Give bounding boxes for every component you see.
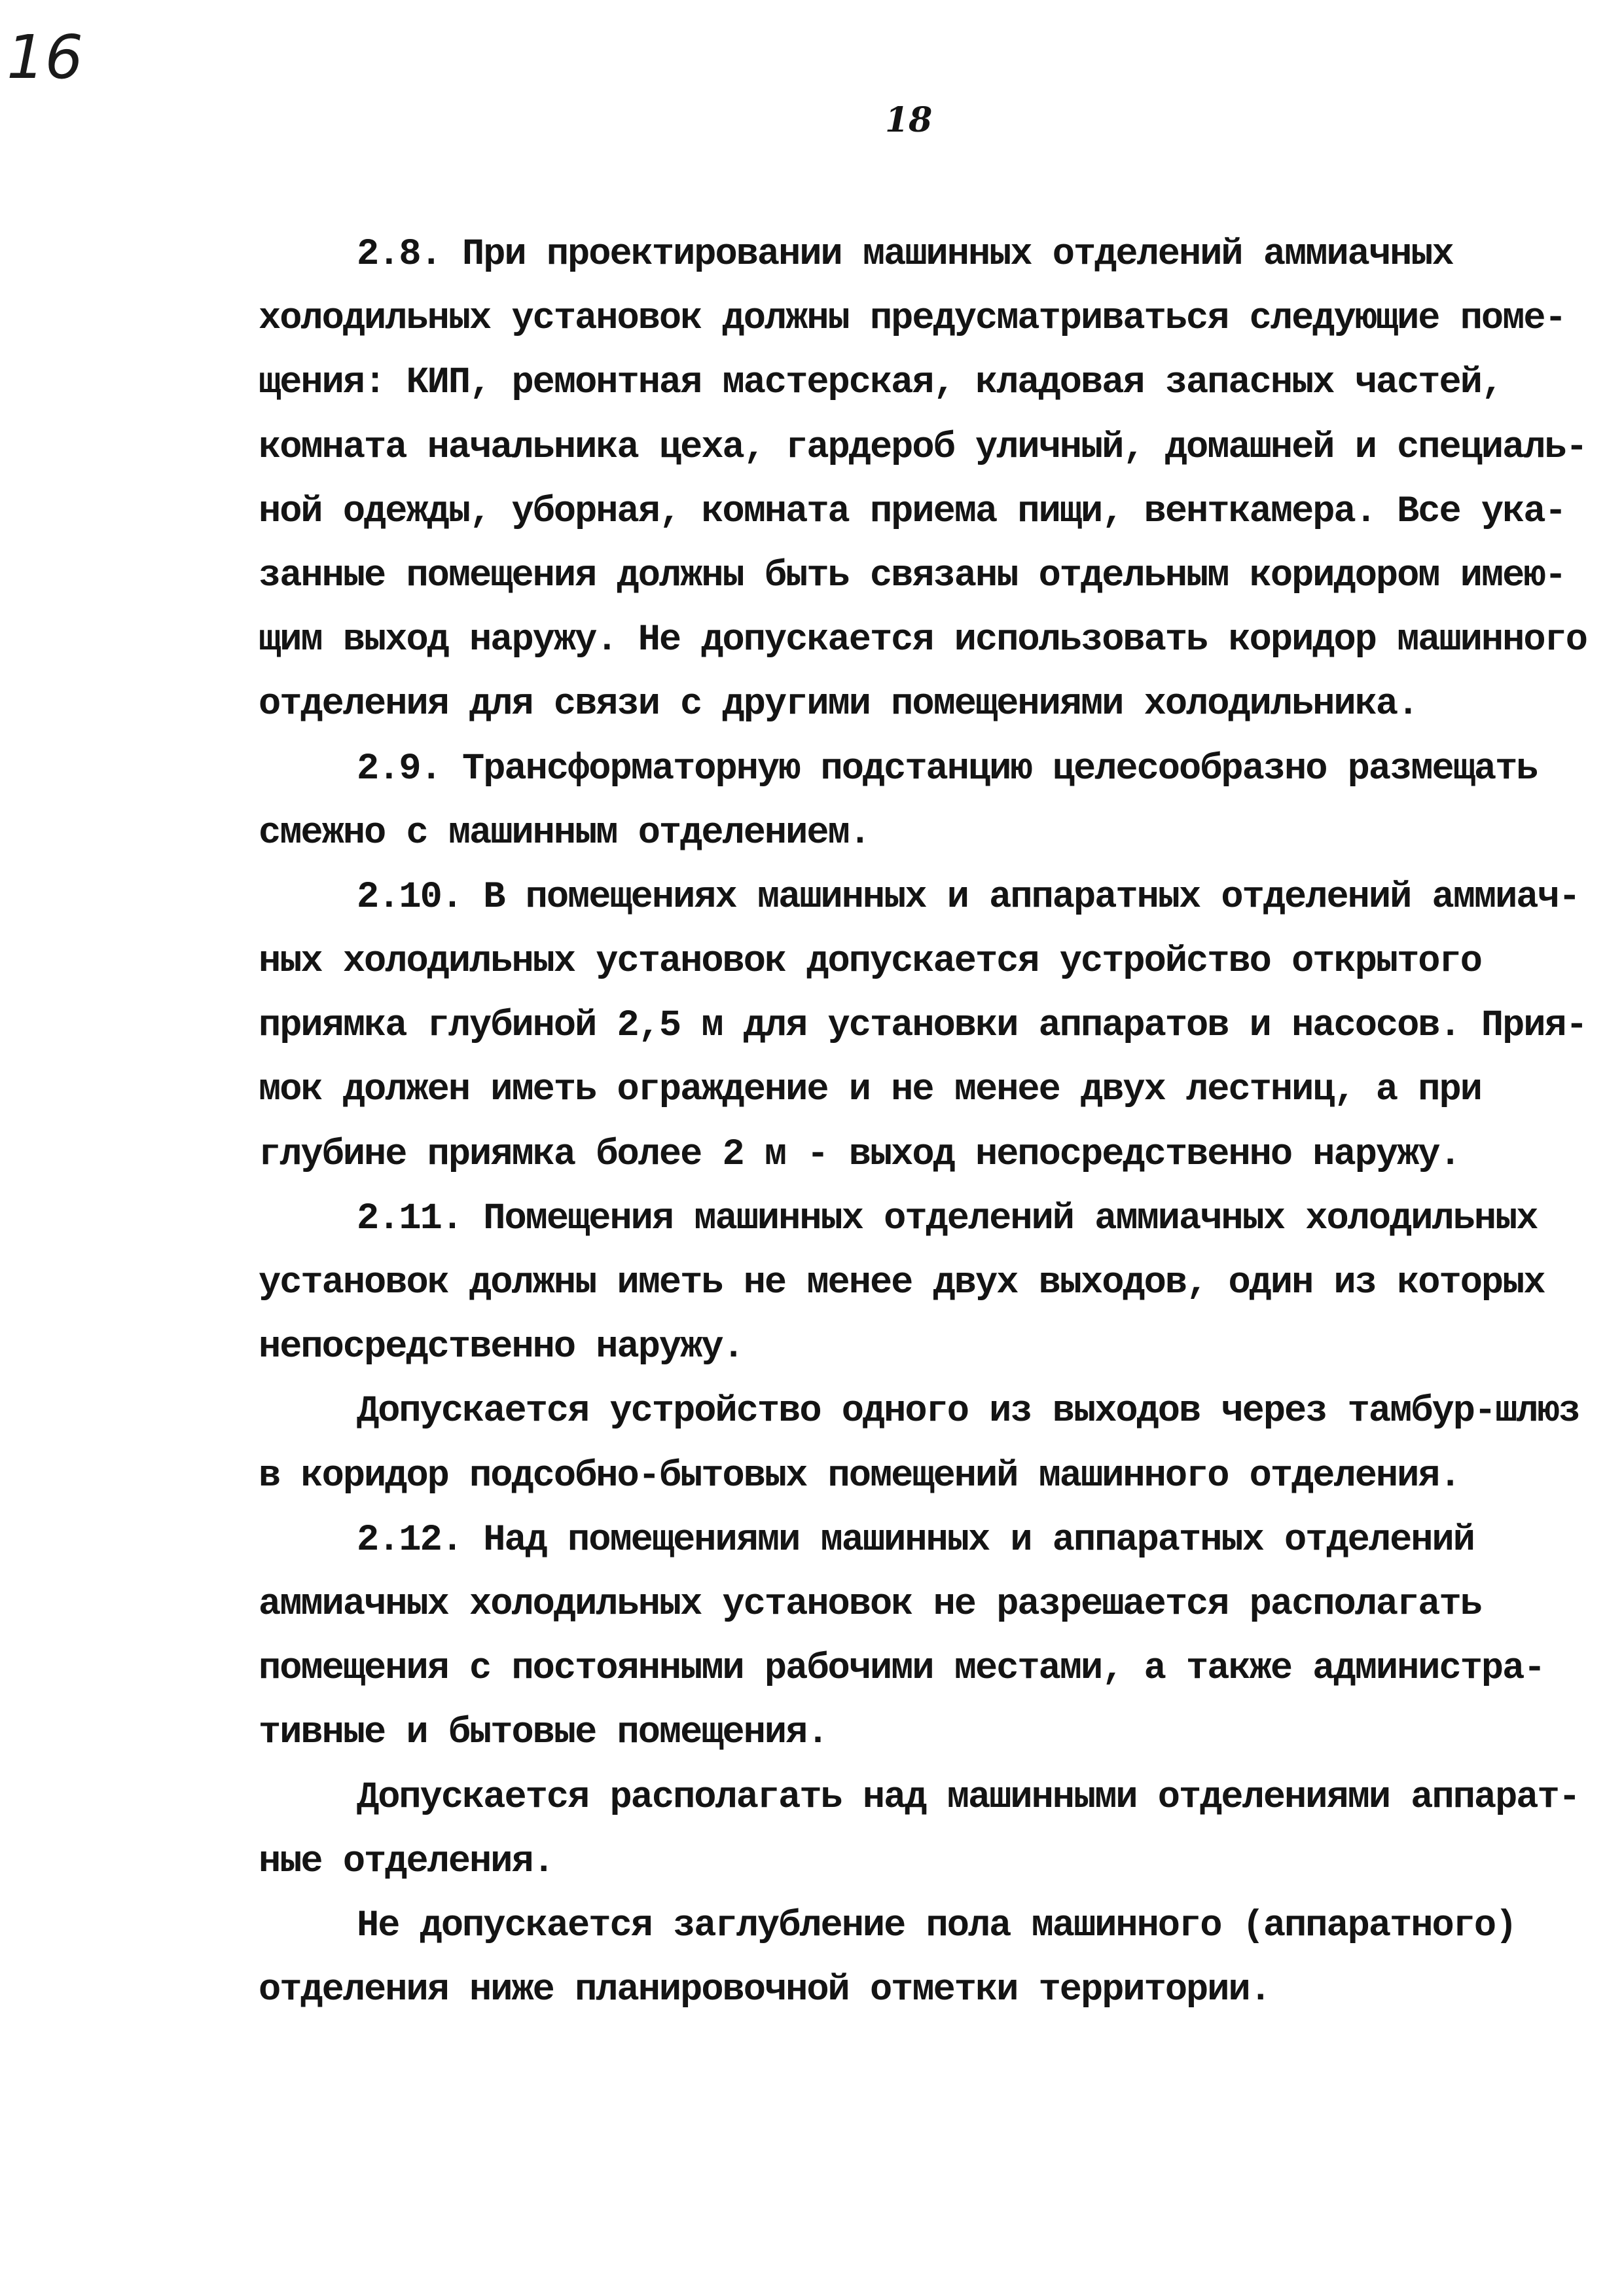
text-line: 2.11. Помещения машинных отделений аммиачных холодильных [357,1197,1538,1240]
text-line: мок должен иметь ограждение и не менее двух лестниц, а при [259,1069,1481,1112]
text-line: смежно с машинным отделением. [259,812,870,854]
text-line: ных холодильных установок допускается устройство открытого [259,941,1481,983]
text-line: отделения ниже планировочной отметки территории. [259,1969,1271,2012]
text-line: установок должны иметь не менее двух выходов, один из которых [259,1262,1545,1304]
text-line: занные помещения должны быть связаны отдельным коридором имею- [259,555,1566,597]
text-line: тивные и бытовые помещения. [259,1712,828,1755]
text-line: непосредственно наружу. [259,1326,744,1369]
text-line: 2.10. В помещениях машинных и аппаратных отделений аммиач- [357,876,1579,919]
text-line: комната начальника цеха, гардероб уличный, домашней и специаль- [259,426,1587,469]
text-line: в коридор подсобно-бытовых помещений машинного отделения. [259,1455,1460,1497]
text-line: щения: КИП, ремонтная мастерская, кладовая запасных частей, [259,362,1503,405]
text-line: помещения с постоянными рабочими местами, а также администра- [259,1648,1545,1690]
text-line: ные отделения. [259,1840,554,1883]
archive-sheet-number: 16 [7,22,84,92]
text-line: отделения для связи с другими помещениями холодильника. [259,683,1418,726]
text-line: глубине приямка более 2 м - выход непосредственно наружу. [259,1133,1460,1176]
text-line: холодильных установок должны предусматриваться следующие поме- [259,298,1566,340]
body-text [259,223,1587,2022]
text-line: Допускается располагать над машинными отделениями аппарат- [357,1776,1579,1819]
text-line: аммиачных холодильных установок не разрешается располагать [259,1583,1481,1626]
text-line: приямка глубиной 2,5 м для установки аппаратов и насосов. Прия- [259,1005,1587,1048]
text-line: Допускается устройство одного из выходов через тамбур-шлюз [357,1391,1579,1433]
text-line: ной одежды, уборная, комната приема пищи, венткамера. Все ука- [259,490,1566,533]
text-line: 2.8. При проектировании машинных отделений аммиачных [357,234,1453,276]
page-number: 18 [885,100,933,140]
text-line: Не допускается заглубление пола машинного (аппаратного) [357,1904,1517,1947]
text-line: 2.9. Трансформаторную подстанцию целесообразно размещать [357,748,1538,790]
text-line: щим выход наружу. Не допускается использовать коридор машинного [259,619,1587,662]
text-line: 2.12. Над помещениями машинных и аппаратных отделений [357,1519,1474,1561]
